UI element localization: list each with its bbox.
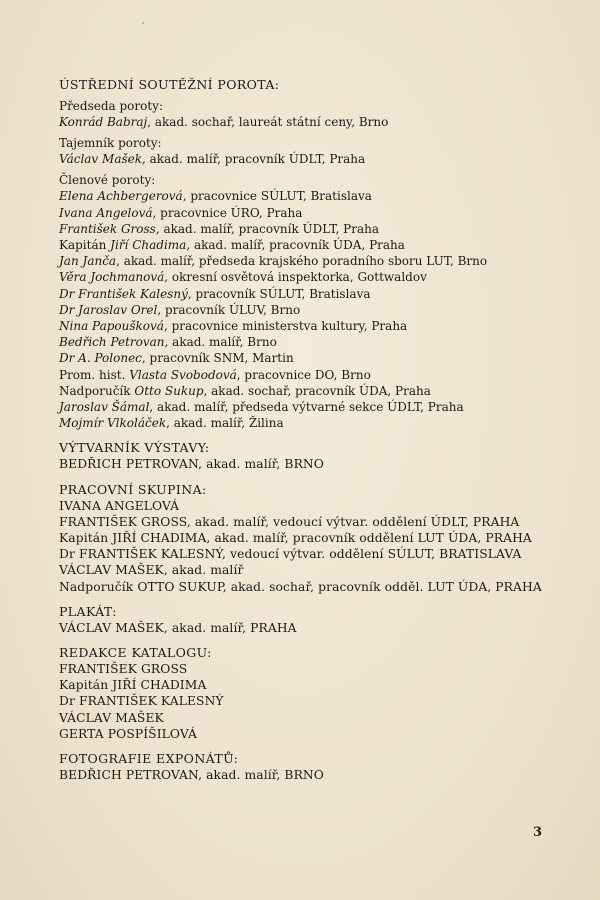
secretary-label: Tajemník poroty: [59,136,162,151]
photography-heading: FOTOGRAFIE EXPONÁTŮ: [59,751,239,767]
member-name: Vlasta Svobodová [129,367,237,382]
workgroup-entry: IVANA ANGELOVÁ [59,498,180,513]
member-entry [59,399,559,415]
member-name: Věra Jochmanová [59,270,165,285]
chair-entry [59,114,559,130]
member-name: Dr František Kalesný [59,286,188,301]
chair-details: , akad. sochař, laureát státní ceny, Brno [147,115,389,129]
member-details: , pracovnice SÚLUT, Bratislava [182,189,372,204]
workgroup-entry: VÁCLAV MAŠEK, akad. malíř [59,563,244,578]
member-entry [59,253,559,269]
catalog-editor-entry: VÁCLAV MAŠEK [59,710,164,725]
credits-list [59,76,559,783]
workgroup-entry: FRANTIŠEK GROSS, akad. malíř, vedoucí výtvar. oddělení ÚDLT, PRAHA [59,514,520,529]
member-name: Jiří Chadima [110,238,187,253]
member-name: Jan Janča [59,254,117,269]
members-label: Členové poroty: [59,173,156,188]
catalog-editors-heading: REDAKCE KATALOGU: [59,645,212,661]
member-entry [59,350,559,366]
member-details: , pracovnice DO, Brno [236,367,371,382]
chair-name: Konrád Babraj [59,115,148,129]
member-entry [59,269,559,285]
member-name: Dr A. Polonec [59,351,142,366]
member-name: Mojmír Vlkoláček [59,416,167,431]
workgroup-entry: Kapitán JIŘÍ CHADIMA, akad. malíř, pracovník oddělení LUT ÚDA, PRAHA [59,531,532,546]
member-entry [59,205,559,221]
photography-entry: BEDŘICH PETROVAN, akad. malíř, BRNO [59,768,324,783]
member-details: , pracovník SNM, Martin [141,351,294,366]
member-name: Elena Achbergerová [59,189,183,204]
members-list [59,188,559,431]
member-details: , akad. malíř, Žilina [166,416,284,431]
member-entry [59,221,559,237]
catalog-editor-entry: Kapitán JIŘÍ CHADIMA [59,678,207,693]
member-details: , okresní osvětová inspektorka, Gottwaldov [164,270,427,285]
member-prefix: Kapitán [59,238,111,253]
workgroup-list [59,498,559,595]
secretary-entry [59,151,559,167]
catalog-editors-list [59,661,559,742]
member-name: František Gross [59,221,156,236]
poster-entry: VÁCLAV MAŠEK, akad. malíř, PRAHA [59,620,297,635]
member-name: Ivana Angelová [59,205,153,220]
member-entry [59,302,559,318]
catalog-editor-entry: GERTA POSPÍŠILOVÁ [59,726,198,741]
catalog-editor-entry: FRANTIŠEK GROSS [59,662,188,677]
workgroup-entry: Nadporučík OTTO SUKUP, akad. sochař, pracovník odděl. LUT ÚDA, PRAHA [59,579,542,594]
member-details: , akad. malíř, pracovník ÚDA, Praha [186,238,405,253]
member-name: Otto Sukup [134,383,204,398]
member-details: , akad. malíř, předseda výtvarné sekce ÚDLT, Praha [149,400,464,415]
exhibition-designer-entry: BEDŘICH PETROVAN, akad. malíř, BRNO [59,457,324,472]
member-prefix: Nadporučík [59,383,135,398]
workgroup-heading: PRACOVNÍ SKUPINA: [59,481,207,497]
jury-heading: ÚSTŘEDNÍ SOUTĚŽNÍ POROTA: [59,77,280,92]
member-name: Nina Papoušková [59,319,164,334]
member-entry [59,286,559,302]
member-details: , pracovnice ÚRO, Praha [152,205,303,220]
secretary-name: Václav Mašek [59,152,142,167]
workgroup-entry: Dr FRANTIŠEK KALESNÝ, vedoucí výtvar. oddělení SÚLUT, BRATISLAVA [59,547,522,562]
member-entry [59,383,559,399]
member-details: , akad. malíř, předseda krajského poradního sboru LUT, Brno [116,254,488,269]
member-details: , pracovník ÚLUV, Brno [157,302,301,317]
member-name: Bedřich Petrovan [59,335,165,350]
member-entry [59,367,559,383]
member-name: Dr Jaroslav Orel [59,302,158,317]
member-entry [59,415,559,431]
member-details: , akad. sochař, pracovník ÚDA, Praha [203,383,431,398]
exhibition-designer-heading: VÝTVARNÍK VÝSTAVY: [59,440,210,456]
chair-label: Předseda poroty: [59,99,164,113]
secretary-details: , akad. malíř, pracovník ÚDLT, Praha [142,152,366,167]
member-prefix: Prom. hist. [59,367,130,382]
member-entry [59,334,559,350]
member-entry [59,237,559,253]
member-details: , akad. malíř, pracovník ÚDLT, Praha [155,221,379,236]
page-number: 3 [533,825,543,840]
paper-speck [142,22,144,24]
member-entry [59,188,559,204]
member-name: Jaroslav Šámal [59,400,150,415]
member-entry [59,318,559,334]
member-details: , pracovnice ministerstva kultury, Praha [163,319,408,334]
member-details: , pracovník SÚLUT, Bratislava [187,286,371,301]
member-details: , akad. malíř, Brno [164,335,277,350]
catalog-editor-entry: Dr FRANTIŠEK KALESNÝ [59,694,224,709]
poster-heading: PLAKÁT: [59,603,117,619]
